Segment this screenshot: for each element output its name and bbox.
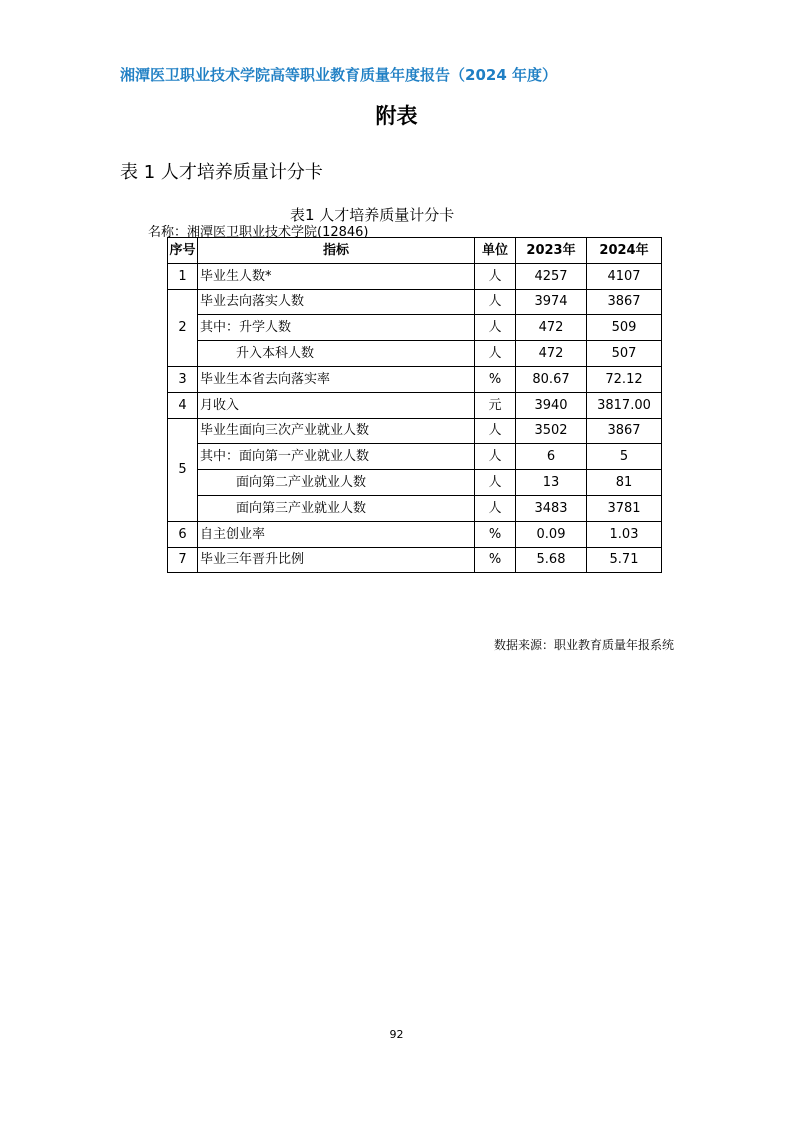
row-seq: 4	[168, 392, 198, 418]
row-unit: %	[475, 547, 516, 573]
row-indicator: 自主创业率	[198, 521, 475, 547]
table-row	[168, 341, 662, 367]
table-row	[168, 418, 662, 444]
table-row	[168, 547, 662, 573]
row-value-2024: 4107	[587, 263, 662, 289]
row-indicator: 其中：升学人数	[198, 315, 475, 341]
row-value-2023: 3974	[516, 289, 587, 315]
row-seq: 5	[168, 418, 198, 521]
row-value-2023: 472	[516, 315, 587, 341]
header-2024: 2024年	[587, 238, 662, 264]
row-value-2024: 509	[587, 315, 662, 341]
row-indicator: 月收入	[198, 392, 475, 418]
row-unit: 人	[475, 418, 516, 444]
row-value-2023: 3940	[516, 392, 587, 418]
row-unit: 人	[475, 341, 516, 367]
row-value-2023: 3502	[516, 418, 587, 444]
row-value-2023: 472	[516, 341, 587, 367]
row-value-2023: 0.09	[516, 521, 587, 547]
table-caption: 表1 人才培养质量计分卡	[290, 206, 455, 224]
row-value-2024: 72.12	[587, 366, 662, 392]
row-value-2024: 3817.00	[587, 392, 662, 418]
header-unit: 单位	[475, 238, 516, 264]
table-row	[168, 366, 662, 392]
talent-quality-scorecard-table	[167, 237, 662, 573]
row-value-2024: 81	[587, 470, 662, 496]
row-unit: 元	[475, 392, 516, 418]
row-unit: 人	[475, 289, 516, 315]
table-row	[168, 289, 662, 315]
table-row	[168, 521, 662, 547]
section-heading: 表 1 人才培养质量计分卡	[120, 162, 323, 183]
row-indicator: 毕业去向落实人数	[198, 289, 475, 315]
row-unit: %	[475, 366, 516, 392]
row-unit: 人	[475, 444, 516, 470]
row-value-2023: 4257	[516, 263, 587, 289]
table-row	[168, 495, 662, 521]
row-unit: %	[475, 521, 516, 547]
data-source-note: 数据来源：职业教育质量年报系统	[494, 638, 675, 652]
table-row	[168, 263, 662, 289]
row-indicator: 毕业三年晋升比例	[198, 547, 475, 573]
table-row	[168, 392, 662, 418]
table-row	[168, 315, 662, 341]
row-indicator: 毕业生本省去向落实率	[198, 366, 475, 392]
row-seq: 3	[168, 366, 198, 392]
row-unit: 人	[475, 495, 516, 521]
row-indicator: 面向第三产业就业人数	[198, 495, 475, 521]
table-row	[168, 470, 662, 496]
row-value-2024: 507	[587, 341, 662, 367]
row-value-2023: 13	[516, 470, 587, 496]
header-indicator: 指标	[198, 238, 475, 264]
row-indicator: 升入本科人数	[198, 341, 475, 367]
header-2023: 2023年	[516, 238, 587, 264]
table-row	[168, 444, 662, 470]
row-value-2024: 5	[587, 444, 662, 470]
row-seq: 7	[168, 547, 198, 573]
table-header-row	[168, 238, 662, 264]
row-indicator: 毕业生面向三次产业就业人数	[198, 418, 475, 444]
row-seq: 1	[168, 263, 198, 289]
row-value-2023: 6	[516, 444, 587, 470]
row-unit: 人	[475, 470, 516, 496]
row-indicator: 毕业生人数*	[198, 263, 475, 289]
row-value-2024: 1.03	[587, 521, 662, 547]
row-value-2024: 3867	[587, 289, 662, 315]
row-seq: 2	[168, 289, 198, 366]
row-value-2023: 5.68	[516, 547, 587, 573]
row-seq: 6	[168, 521, 198, 547]
row-value-2023: 3483	[516, 495, 587, 521]
institution-name-line: 名称：湘潭医卫职业技术学院(12846)	[148, 225, 369, 240]
row-value-2024: 5.71	[587, 547, 662, 573]
row-value-2023: 80.67	[516, 366, 587, 392]
row-indicator: 面向第二产业就业人数	[198, 470, 475, 496]
report-header-title: 湘潭医卫职业技术学院高等职业教育质量年度报告（2024 年度）	[120, 66, 557, 84]
row-unit: 人	[475, 263, 516, 289]
page-number: 92	[389, 1028, 404, 1041]
row-value-2024: 3867	[587, 418, 662, 444]
appendix-title: 附表	[375, 104, 418, 128]
row-unit: 人	[475, 315, 516, 341]
row-value-2024: 3781	[587, 495, 662, 521]
header-seq: 序号	[168, 238, 198, 264]
row-indicator: 其中：面向第一产业就业人数	[198, 444, 475, 470]
